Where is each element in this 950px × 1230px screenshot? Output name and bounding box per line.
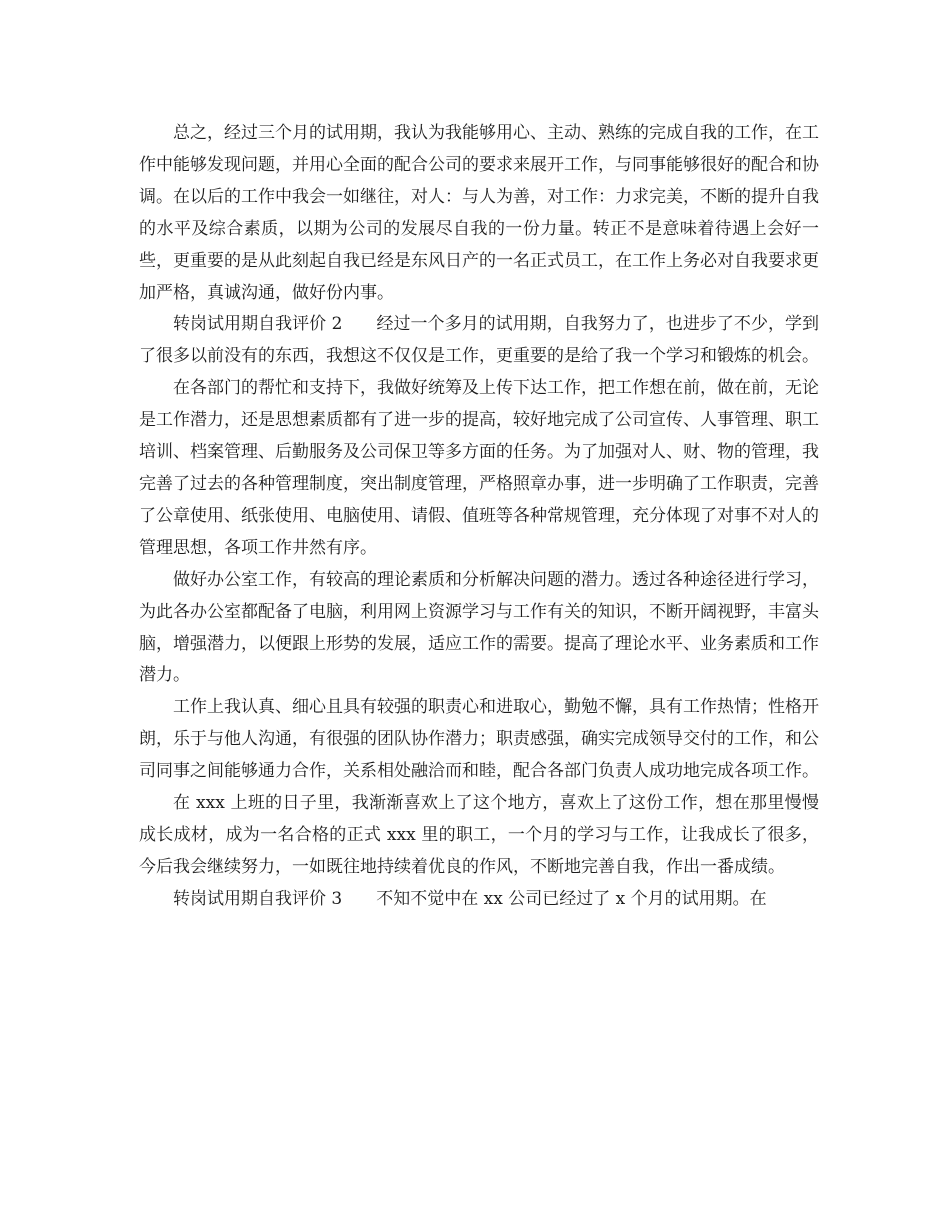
paragraph-self-evaluation-2-intro: 转岗试用期自我评价 2 经过一个多月的试用期，自我努力了，也进步了不少，学到了很多以前没有的东西，我想这不仅仅是工作，更重要的是给了我一个学习和锻炼的机会。 [139, 314, 819, 367]
paragraph-growth: 在 xxx 上班的日子里，我渐渐喜欢上了这个地方，喜欢上了这份工作，想在那里慢慢成长成材，成为一名合格的正式 xxx 里的职工，一个月的学习与工作，让我成长了很多，今后我会继续努力，一如既往地持续着优良的作风，不断地完善自我，作出一番成绩。 [139, 793, 819, 877]
paragraph-office-work: 做好办公室工作，有较高的理论素质和分析解决问题的潜力。透过各种途径进行学习，为此各办公室都配备了电脑，利用网上资源学习与工作有关的知识，不断开阔视野，丰富头脑，增强潜力，以便跟上形势的发展，适应工作的需要。提高了理论水平、业务素质和工作潜力。 [139, 569, 819, 686]
paragraph-department-support: 在各部门的帮忙和支持下，我做好统筹及上传下达工作，把工作想在前，做在前，无论是工作潜力，还是思想素质都有了进一步的提高，较好地完成了公司宣传、人事管理、职工培训、档案管理、后勤服务及公司保卫等多方面的任务。为了加强对人、财、物的管理，我完善了过去的各种管理制度，突出制度管理，严格照章办事，进一步明确了工作职责，完善了公章使用、纸张使用、电脑使用、请假、值班等各种常规管理，充分体现了对事不对人的管理思想，各项工作井然有序。 [139, 378, 819, 558]
document-page [139, 118, 819, 916]
paragraph-self-evaluation-3-intro: 转岗试用期自我评价 3 不知不觉中在 xx 公司已经过了 x 个月的试用期。在 [173, 888, 767, 909]
paragraph-probation-summary: 总之，经过三个月的试用期，我认为我能够用心、主动、熟练的完成自我的工作，在工作中能够发现问题，并用心全面的配合公司的要求来展开工作，与同事能够很好的配合和协调。在以后的工作中我会一如继往，对人：与人为善，对工作：力求完美，不断的提升自我的水平及综合素质，以期为公司的发展尽自我的一份力量。转正不是意味着待遇上会好一些，更重要的是从此刻起自我已经是东风日产的一名正式员工，在工作上务必对自我要求更加严格，真诚沟通，做好份内事。 [139, 123, 819, 303]
paragraph-work-attitude: 工作上我认真、细心且具有较强的职责心和进取心，勤勉不懈，具有工作热情；性格开朗，乐于与他人沟通，有很强的团队协作潜力；职责感强，确实完成领导交付的工作，和公司同事之间能够通力合作，关系相处融洽而和睦，配合各部门负责人成功地完成各项工作。 [139, 697, 819, 782]
